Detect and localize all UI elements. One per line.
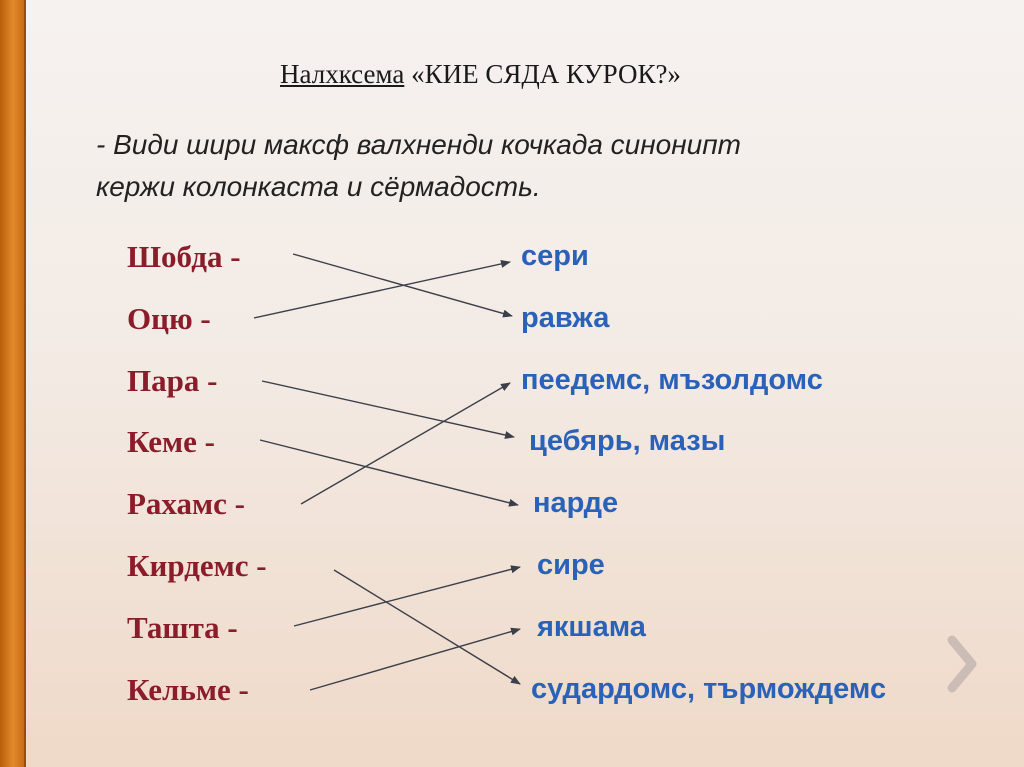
left-word-3: Пара - [127, 363, 218, 398]
arrow-rakhams-peedems [301, 383, 510, 504]
left-word-7: Ташта - [127, 610, 238, 645]
arrow-keme-narde [260, 440, 518, 505]
task-line-2: кержи колонкаста и сёрмадость. [96, 171, 541, 202]
arrow-kirdems-sudardoms [334, 570, 520, 684]
right-word-7: якшама [537, 611, 646, 643]
arrow-kelme-yakshama [310, 629, 520, 690]
right-word-4: цебярь, мазы [529, 425, 726, 457]
left-word-2: Оцю - [127, 301, 211, 336]
right-word-3: пеедемс, мъзолдомс [521, 364, 823, 396]
arrow-otsyu-seri [254, 262, 510, 318]
left-word-6: Кирдемс - [127, 548, 267, 583]
right-word-8: судардомс, търмождемс [531, 673, 887, 705]
right-word-1: сери [521, 240, 589, 272]
left-word-8: Кельме - [127, 672, 249, 707]
right-word-2: равжа [521, 302, 610, 334]
right-word-6: сире [537, 549, 605, 581]
title-rest: «КИЕ СЯДА КУРОК?» [404, 59, 681, 89]
arrow-tashta-sire [294, 567, 520, 626]
arrow-para-tsebyar [262, 381, 514, 437]
left-word-1: Шобда - [127, 239, 241, 274]
right-word-5: нарде [533, 487, 619, 519]
chevron-right-icon[interactable] [944, 634, 984, 694]
left-word-4: Кеме - [127, 424, 216, 459]
title-underlined: Налхксема [280, 59, 405, 89]
left-word-5: Рахамс - [127, 486, 245, 521]
task-line-1: - Види шири максф валхненди кочкада синонипт [96, 129, 741, 160]
